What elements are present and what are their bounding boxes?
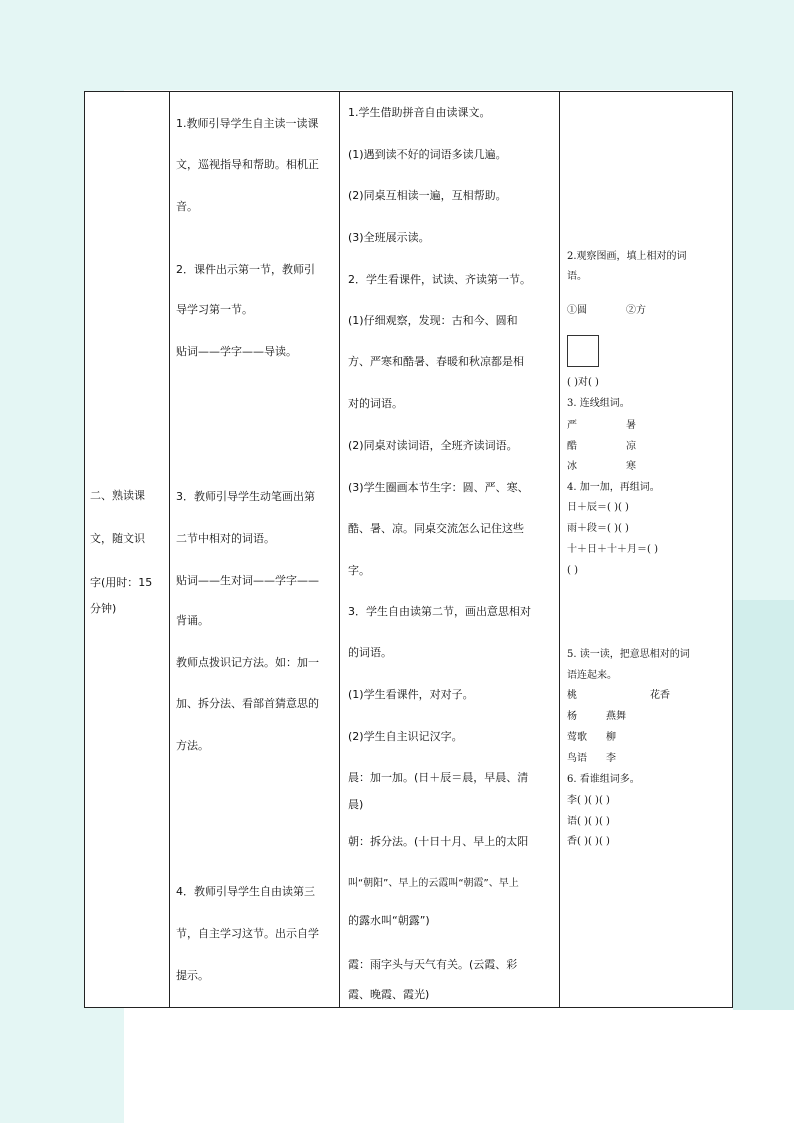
match-left-word: 酷 [567, 441, 577, 452]
teacher-text-line: 节，自主学习这节。出示自学 [176, 927, 319, 940]
exercise-2-title: 2.观察图画，填上相对的词 [567, 251, 687, 262]
match-right-word: 燕舞 [606, 711, 626, 722]
student-text-line: 3．学生自由读第二节，画出意思相对 [348, 605, 531, 618]
section-title-line: 字(用时：15 [90, 576, 153, 589]
page-background-right [733, 0, 794, 600]
student-text-line: 叫“朝阳”、早上的云霞叫“朝霞”、早上 [348, 878, 519, 889]
match-left-word: 鸟语 [567, 753, 587, 764]
page-background-right-lower [733, 600, 794, 1010]
match-left-word: 严 [567, 420, 577, 431]
exercise-2-option: ②方 [626, 305, 646, 316]
match-right-word: 柳 [606, 732, 616, 743]
student-text-line: (1)遇到读不好的词语多读几遍。 [348, 148, 507, 161]
student-text-line: 霞、晚霞、霞光) [348, 988, 430, 1001]
section-title-line: 文，随文识 [90, 532, 145, 545]
teacher-text-line: 加、拆分法、看部首猜意思的 [176, 697, 319, 710]
student-text-line: 1.学生借助拼音自由读课文。 [348, 106, 491, 119]
exercise-6-title: 6. 看谁组词多。 [567, 774, 640, 785]
lesson-table [84, 91, 733, 1008]
match-left-word: 冰 [567, 461, 577, 472]
exercise-4-title: 4. 加一加，再组词。 [567, 482, 660, 493]
student-text-line: (3)全班展示读。 [348, 231, 430, 244]
match-left-word: 莺歌 [567, 732, 587, 743]
match-left-word: 杨 [567, 711, 577, 722]
exercise-2-title-cont: 语。 [567, 271, 587, 282]
section-title-line: 分钟) [90, 602, 117, 615]
teacher-text-line: 导学习第一节。 [176, 303, 253, 316]
exercise-2-blank: ( )对( ) [567, 377, 599, 388]
exercise-6-row: 语( )( )( ) [567, 816, 610, 827]
match-right-word: 凉 [626, 441, 636, 452]
match-right-word: 花香 [650, 690, 670, 701]
section-column [85, 92, 170, 1007]
exercise-column [560, 92, 732, 1007]
student-text-line: 字。 [348, 564, 370, 577]
student-text-line: (2)同桌对读词语，全班齐读词语。 [348, 439, 518, 452]
teacher-text-line: 方法。 [176, 739, 209, 752]
teacher-text-line: 4．教师引导学生自由读第三 [176, 885, 315, 898]
match-right-word: 寒 [626, 461, 636, 472]
teacher-text-line: 文，巡视指导和帮助。相机正 [176, 158, 319, 171]
student-text-line: 方、严寒和酷暑、春暖和秋凉都是相 [348, 355, 524, 368]
teacher-text-line: 3．教师引导学生动笔画出第 [176, 490, 315, 503]
teacher-text-line: 二节中相对的词语。 [176, 532, 275, 545]
student-text-line: 的词语。 [348, 646, 392, 659]
exercise-4-row: 十＋日＋十＋月＝( ) [567, 544, 658, 555]
square-shape-image [567, 335, 599, 367]
student-text-line: (1)仔细观察，发现：古和今、圆和 [348, 314, 518, 327]
teacher-text-line: 2．课件出示第一节，教师引 [176, 263, 315, 276]
student-text-line: 霞：雨字头与天气有关。(云霞、彩 [348, 958, 518, 971]
teacher-text-line: 贴词——学字——导读。 [176, 345, 297, 358]
match-right-word: 李 [606, 753, 616, 764]
exercise-5-title-cont: 语连起来。 [567, 670, 617, 681]
student-text-line: 对的词语。 [348, 397, 403, 410]
exercise-4-row: 日＋辰＝( )( ) [567, 502, 629, 513]
student-text-line: (3)学生圈画本节生字：圆、严、寒、 [348, 481, 529, 494]
teacher-text-line: 音。 [176, 200, 198, 213]
section-title-line: 二、熟读课 [90, 489, 145, 502]
match-left-word: 桃 [567, 690, 577, 701]
exercise-6-row: 香( )( )( ) [567, 836, 610, 847]
student-text-line: 晨：加一加。(日＋辰＝晨，早晨、清 [348, 771, 529, 784]
teacher-text-line: 1.教师引导学生自主读一读课 [176, 117, 319, 130]
exercise-6-row: 李( )( )( ) [567, 795, 610, 806]
student-text-line: 酷、暑、凉。同桌交流怎么记住这些 [348, 522, 524, 535]
match-right-word: 暑 [626, 420, 636, 431]
student-text-line: (2)同桌互相读一遍，互相帮助。 [348, 189, 507, 202]
teacher-text-line: 贴词——生对词——学字—— [176, 574, 319, 587]
student-text-line: (2)学生自主识记汉字。 [348, 730, 463, 743]
student-text-line: (1)学生看课件，对对子。 [348, 688, 474, 701]
teacher-text-line: 教师点拨识记方法。如：加一 [176, 656, 319, 669]
exercise-2-option: ①圆 [567, 305, 587, 316]
exercise-3-title: 3. 连线组词。 [567, 398, 630, 409]
teacher-activity-column [170, 92, 340, 1007]
teacher-text-line: 背诵。 [176, 614, 209, 627]
student-activity-column [340, 92, 560, 1007]
exercise-5-title: 5. 读一读，把意思相对的词 [567, 649, 690, 660]
teacher-text-line: 提示。 [176, 969, 209, 982]
exercise-4-row: 雨＋段＝( )( ) [567, 523, 629, 534]
exercise-4-row: ( ) [567, 565, 578, 576]
student-text-line: 晨) [348, 798, 364, 811]
student-text-line: 的露水叫“朝露”) [348, 914, 430, 927]
student-text-line: 朝：拆分法。(十日十月、早上的太阳 [348, 835, 529, 848]
student-text-line: 2．学生看课件，试读、齐读第一节。 [348, 273, 531, 286]
